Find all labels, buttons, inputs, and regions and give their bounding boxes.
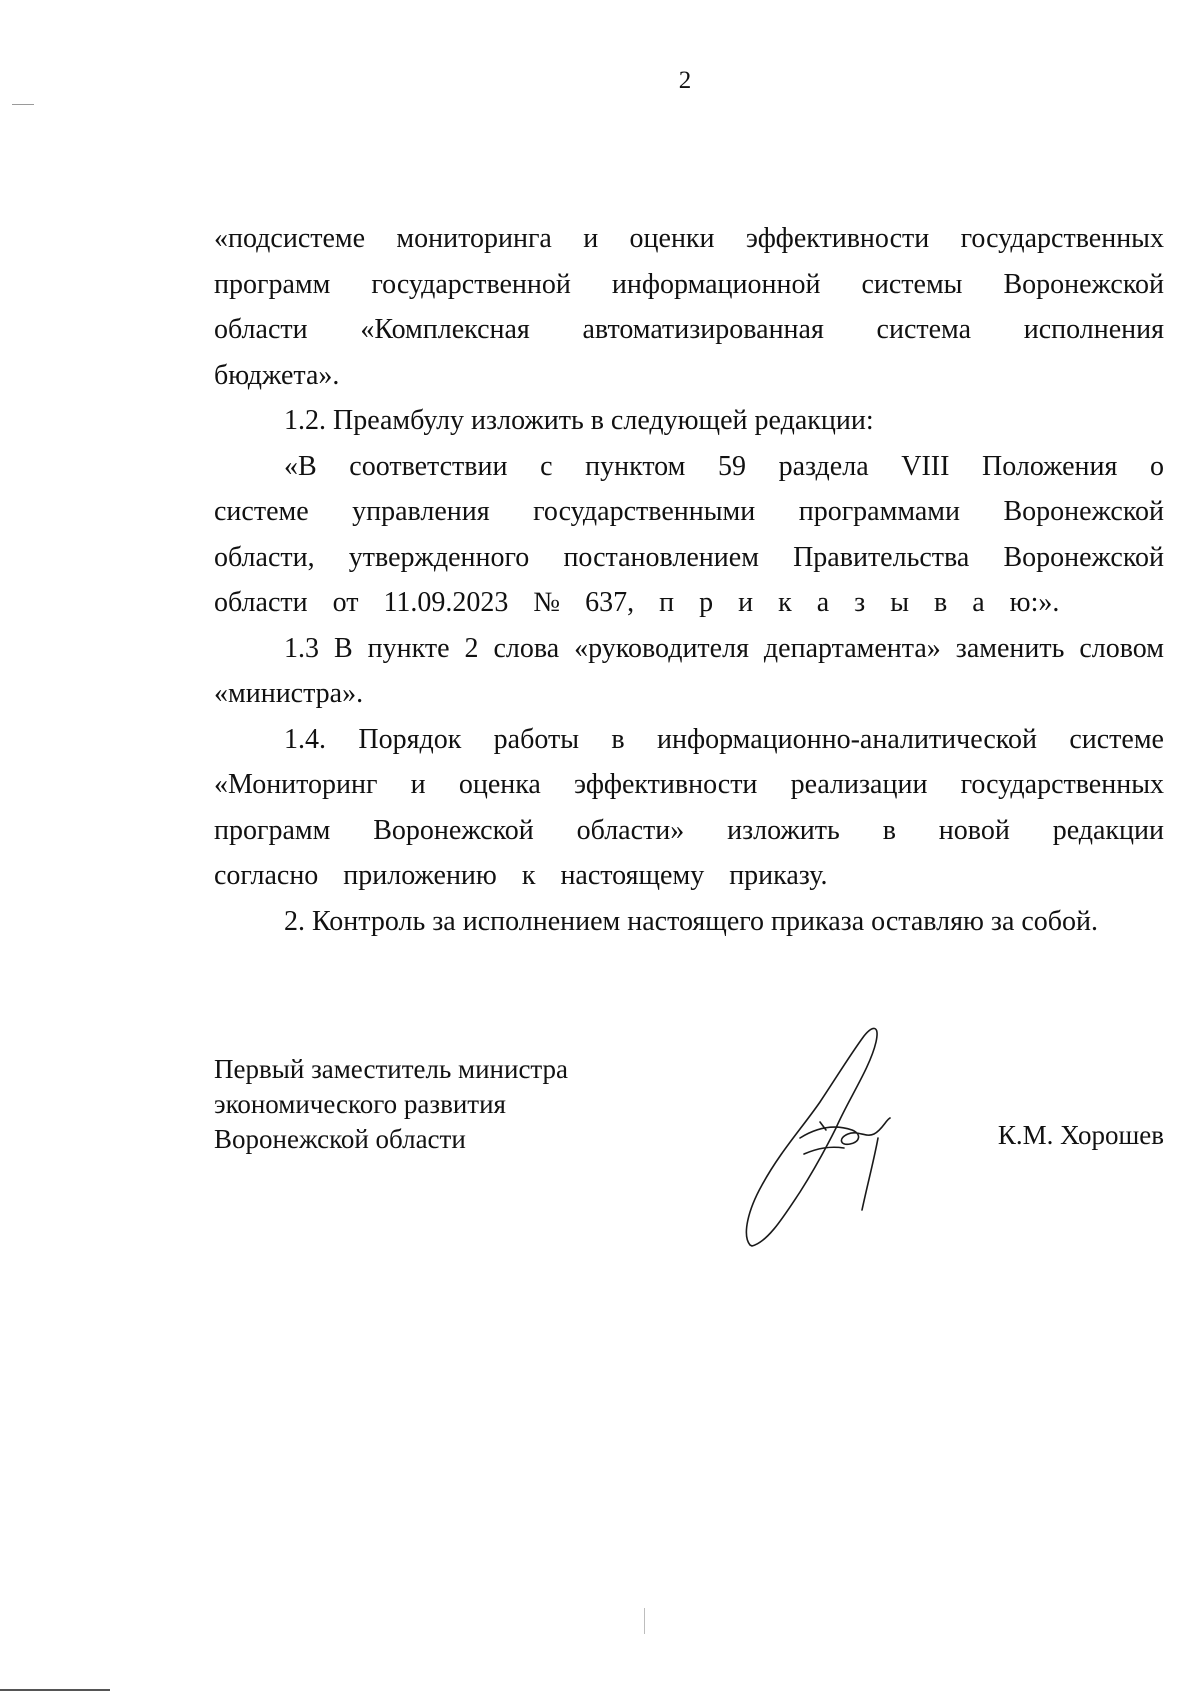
signer-title-line: Первый заместитель министра	[214, 1054, 569, 1084]
scan-artifact-bottom-left	[0, 1689, 110, 1691]
paragraph-preamble: «В соответствии с пунктом 59 раздела VIII Положения о системе управления государственными программами Воронежской области, утвержденного постановлением Правительства Воронежской области от 11.09.2023 № 637, п р и к а з ы в а ю:».	[214, 450, 1164, 618]
paragraph-1-3: 1.3 В пункте 2 слова «руководителя департамента» заменить словом «министра».	[214, 632, 1164, 709]
signer-title	[214, 1052, 568, 1157]
paragraph-1-2: 1.2. Преамбулу изложить в следующей редакции:	[284, 405, 874, 436]
paragraph-1-4: 1.4. Порядок работы в информационно-аналитической системе «Мониторинг и оценка эффективности реализации государственных программ Воронежской области» изложить в новой редакции согласно приложению к настоящему приказу.	[214, 723, 1164, 891]
signer-title-line: экономического развития	[214, 1089, 506, 1119]
paragraph-2: 2. Контроль за исполнением настоящего приказа оставляю за собой.	[284, 905, 1099, 937]
scan-artifact-top-left	[12, 104, 34, 105]
page-number: 2	[678, 67, 692, 94]
handwritten-signature	[740, 1020, 940, 1260]
scan-artifact-bottom-center	[644, 1608, 645, 1634]
document-body	[214, 216, 1164, 944]
signer-name: К.М. Хорошев	[997, 1120, 1164, 1150]
signer-title-line: Воронежской области	[214, 1124, 466, 1154]
paragraph-continuation: «подсистеме мониторинга и оценки эффективности государственных программ государственной информационной системы Воронежской области «Комплексная автоматизированная система исполнения бюджета».	[214, 223, 1164, 391]
